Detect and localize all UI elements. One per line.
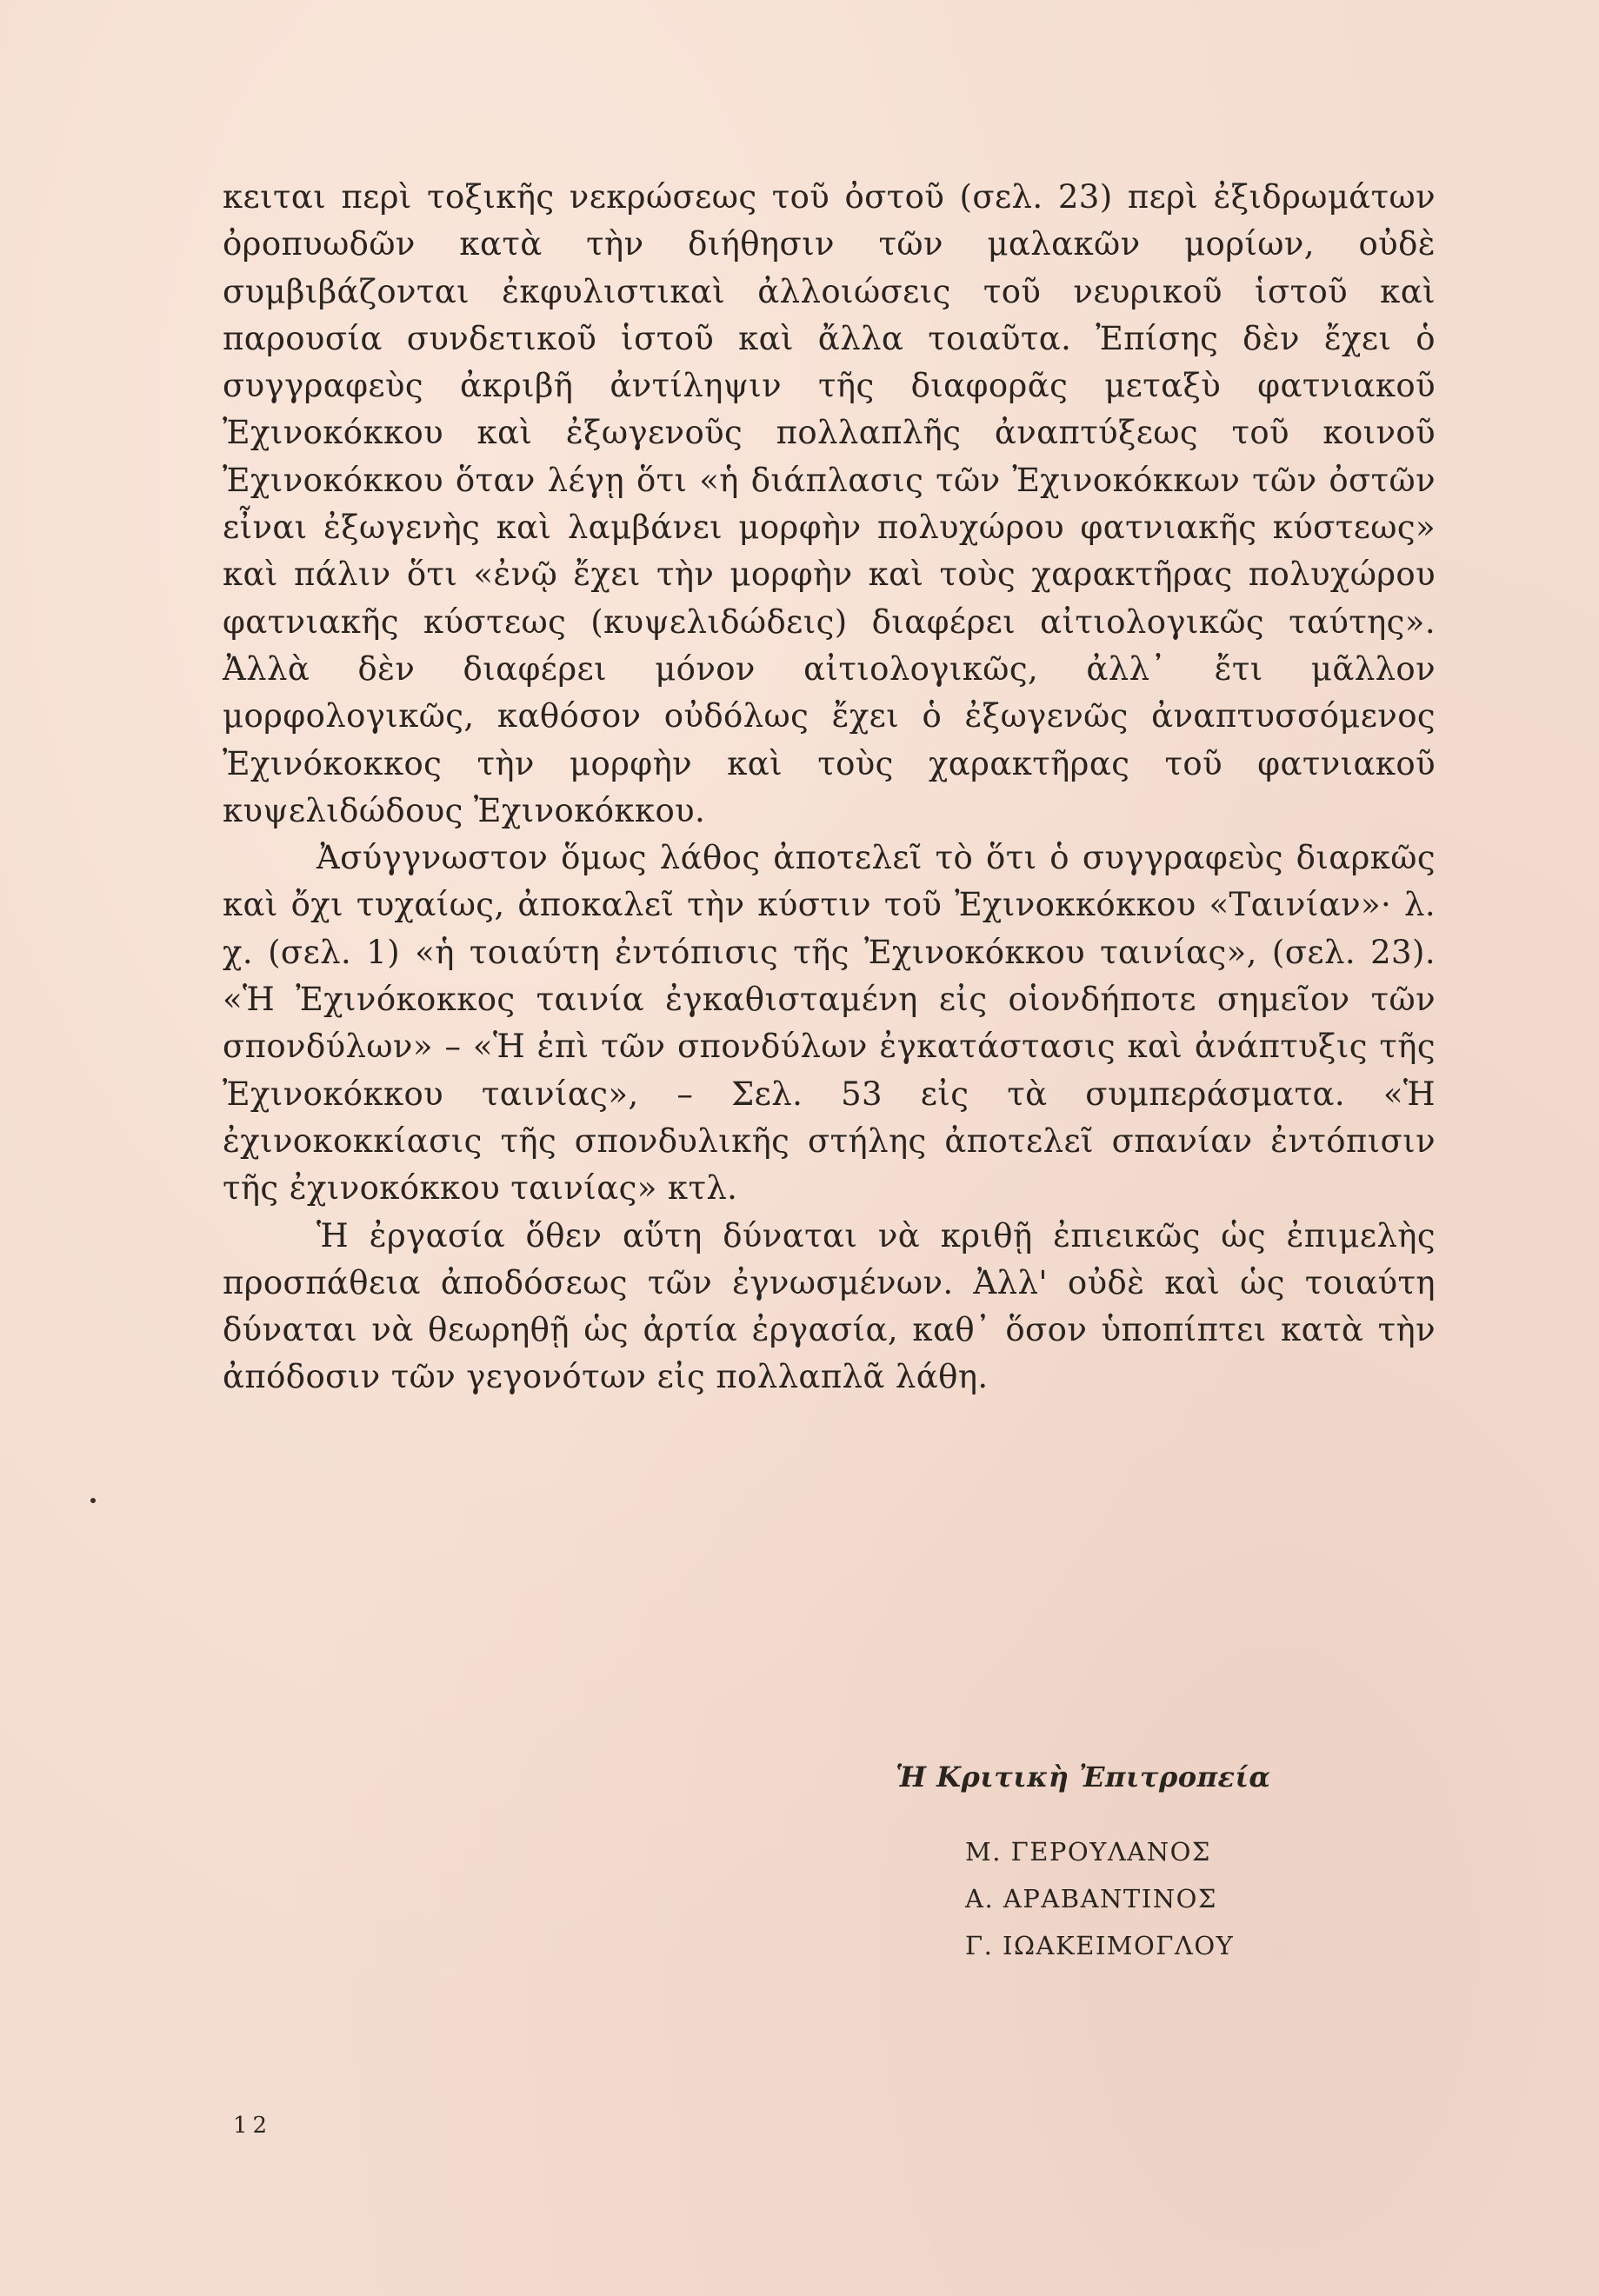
paragraph-2: Ἀσύγγνωστον ὅμως λάθος ἀποτελεῖ τὸ ὅτι ὁ συγγραφεὺς διαρκῶς καὶ ὄχι τυχαίως, ἀποκαλεῖ τὴν κύστιν τοῦ Ἐχινοκκόκκου «Ταινίαν»· λ. χ. (σελ. 1) «ἡ τοιαύτη ἐντόπισις τῆς Ἐχινοκόκκου ταινίας», (σελ. 23). «Ἡ Ἐχινόκοκκος ταινία ἐγκαθισταμένη εἰς οἱονδήποτε σημεῖον τῶν σπονδύλων» – «Ἡ ἐπὶ τῶν σπονδύλων ἐγκατάστασις καὶ ἀνάπτυξις τῆς Ἐχινοκόκκου ταινίας», – Σελ. 53 εἰς τὰ συμπεράσματα. «Ἡ ἐχινοκοκκίασις τῆς σπονδυλικῆς στήλης ἀποτελεῖ σπανίαν ἐντόπισιν τῆς ἐχινοκόκκου ταινίας» κτλ. [223,839,1436,1208]
committee-title: Ἡ Κριτικὴ Ἐπιτροπεία [896,1760,1271,1794]
committee-member: Γ. ΙΩΑΚΕΙΜΟΓΛΟΥ [965,1931,1235,1960]
page-number: 12 [233,2113,273,2139]
body-text [223,174,1436,1401]
committee-member: Α. ΑΡΑΒΑΝΤΙΝΟΣ [965,1884,1217,1913]
committee-members [965,1828,1330,1969]
signature-block [896,1760,1330,1969]
committee-member: Μ. ΓΕΡΟΥΛΑΝΟΣ [965,1837,1211,1867]
paragraph-3: Ἡ ἐργασία ὅθεν αὕτη δύναται νὰ κριθῇ ἐπιεικῶς ὡς ἐπιμελὴς προσπάθεια ἀποδόσεως τῶν ἐγνωσμένων. Ἀλλ' οὐδὲ καὶ ὡς τοιαύτη δύναται νὰ θεωρηθῇ ὡς ἀρτία ἐργασία, καθ᾽ ὅσον ὑποπίπτει κατὰ τὴν ἀπόδοσιν τῶν γεγονότων εἰς πολλαπλᾶ λάθη. [223,1216,1436,1396]
paper-speck [90,1498,96,1503]
paragraph-1: κειται περὶ τοξικῆς νεκρώσεως τοῦ ὀστοῦ (σελ. 23) περὶ ἐξιδρωμάτων ὀροπυωδῶν κατὰ τὴν διήθησιν τῶν μαλακῶν μορίων, οὐδὲ συμβιβάζονται ἐκφυλιστικαὶ ἀλλοιώσεις τοῦ νευρικοῦ ἱστοῦ καὶ παρουσία συνδετικοῦ ἱστοῦ καὶ ἄλλα τοιαῦτα. Ἐπίσης δὲν ἔχει ὁ συγγραφεὺς ἀκριβῆ ἀντίληψιν τῆς διαφορᾶς μεταξὺ φατνιακοῦ Ἐχινοκόκκου καὶ ἐξωγενοῦς πολλαπλῆς ἀναπτύξεως τοῦ κοινοῦ Ἐχινοκόκκου ὅταν λέγῃ ὅτι «ἡ διάπλασις τῶν Ἐχινοκόκκων τῶν ὀστῶν εἶναι ἐξωγενὴς καὶ λαμβάνει μορφὴν πολυχώρου φατνιακῆς κύστεως» καὶ πάλιν ὅτι «ἐνῷ ἔχει τὴν μορφὴν καὶ τοὺς χαρακτῆρας πολυχώρου φατνιακῆς κύστεως (κυψελιδώδεις) διαφέρει αἰτιολογικῶς ταύτης». Ἀλλὰ δὲν διαφέρει μόνον αἰτιολογικῶς, ἀλλ᾽ ἔτι μᾶλλον μορφολογικῶς, καθόσον οὐδόλως ἔχει ὁ ἐξωγενῶς ἀναπτυσσόμενος Ἐχινόκοκκος τὴν μορφὴν καὶ τοὺς χαρακτῆρας τοῦ φατνιακοῦ κυψελιδώδους Ἐχινοκόκκου. [223,178,1436,829]
